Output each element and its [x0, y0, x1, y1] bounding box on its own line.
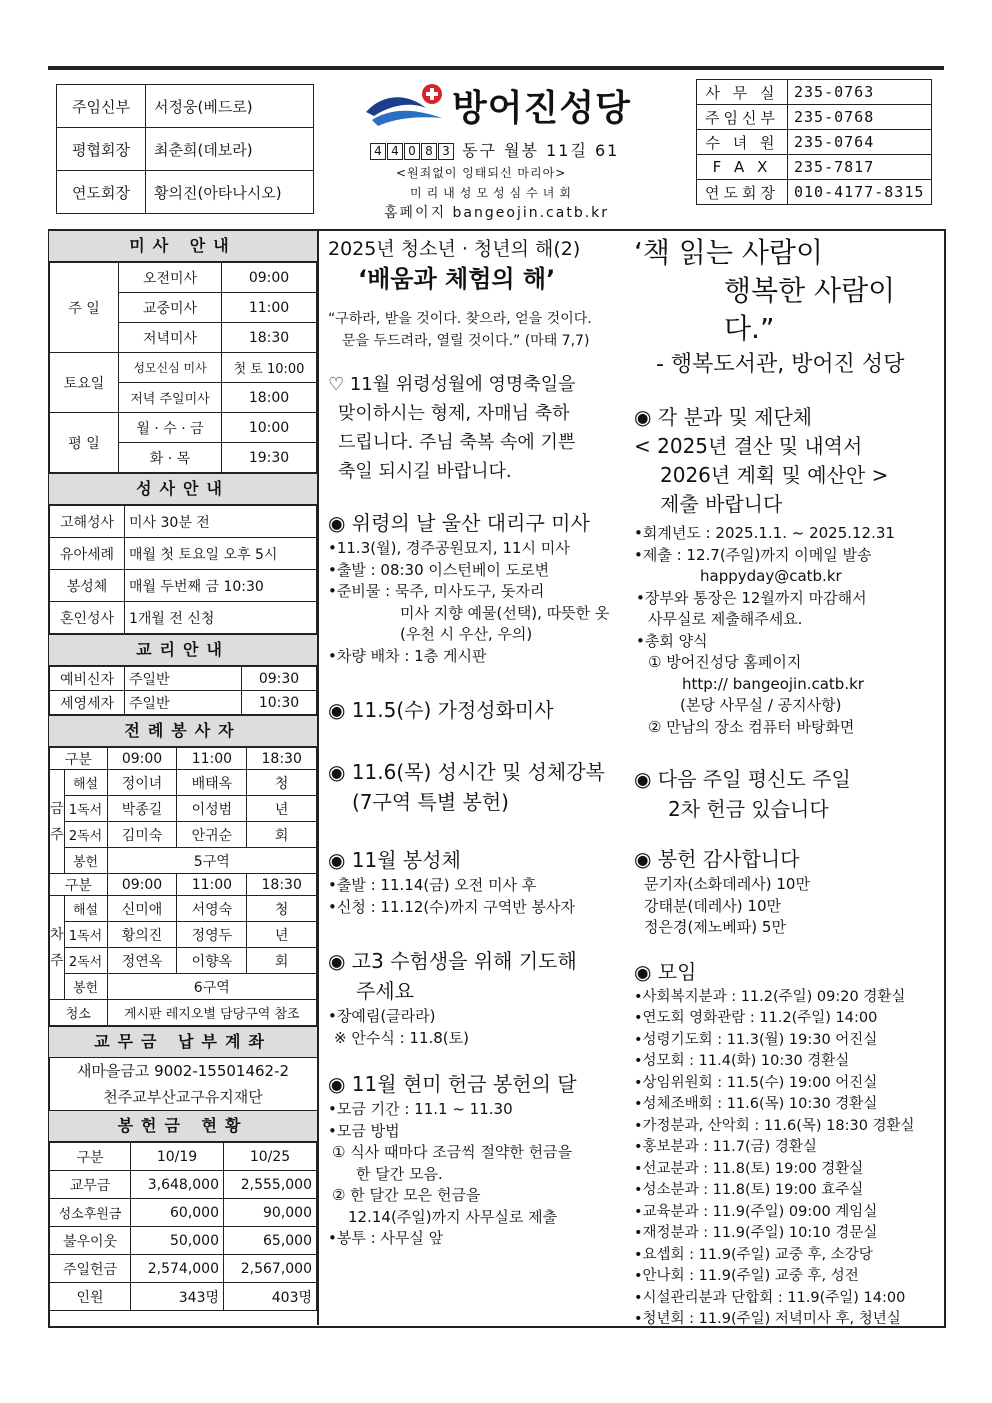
- feast-greeting: [328, 370, 628, 486]
- section-body: •장예림(글라라) ※ 안수식 : 11.8(토): [328, 1007, 469, 1047]
- liturgy-person: 정이녀: [107, 770, 177, 796]
- top-rule-2: [48, 68, 944, 70]
- mass-day: 토요일: [50, 353, 119, 413]
- offering-amount: 50,000: [131, 1227, 224, 1255]
- sacrament-info: 매월 첫 토요일 오후 5시: [125, 538, 317, 570]
- quote-line: “구하라, 받을 것이다. 찾으라, 얻을 것이다.: [328, 311, 592, 327]
- doctrine-name: 세영세자: [50, 691, 125, 715]
- liturgy-role: 봉헌: [64, 974, 107, 1000]
- postal-digit: 4: [370, 143, 386, 160]
- sacrament-name: 고해성사: [50, 506, 125, 538]
- mass-day: 주 일: [50, 263, 119, 353]
- mass-time: 18:00: [222, 383, 317, 413]
- doctrine-title: 교리안내: [49, 634, 317, 666]
- greeting-line: 맞이하시는 형제, 자매님 축하: [338, 403, 570, 424]
- year-theme: 2025년 청소년 · 청년의 해(2): [328, 238, 581, 260]
- liturgy-person: 김미숙: [107, 822, 177, 848]
- liturgy-person: 년: [247, 922, 317, 948]
- section-title: ◉ 각 분과 및 제단체: [634, 405, 813, 429]
- doctrine-class: 주일반: [125, 691, 242, 715]
- column-right: [634, 234, 938, 1331]
- year-subtheme: ‘배움과 체험의 해’: [358, 265, 556, 293]
- liturgy-person: 정연옥: [107, 948, 177, 974]
- liturgy-person: 배태옥: [177, 770, 247, 796]
- liturgy-person: 서영숙: [177, 896, 247, 922]
- liturgy-role: 해설: [64, 770, 107, 796]
- quote-line: 문을 두드려라, 열릴 것이다.” (마태 7,7): [342, 333, 590, 349]
- section-title: ◉ 11월 봉성체: [328, 848, 461, 872]
- donor-list: 문기자(소화데레사) 10만 강태분(데레사) 10만 정은경(제노베파) 5만: [644, 875, 810, 936]
- sacrament-info: 미사 30분 전: [125, 506, 317, 538]
- mass-day: 평 일: [50, 413, 119, 473]
- sacrament-info: 매월 두번째 금 10:30: [125, 570, 317, 602]
- liturgy-person: 황의진: [107, 922, 177, 948]
- mass-title: 미사 안내: [49, 231, 317, 262]
- mass-name: 월 · 수 · 금: [119, 413, 222, 443]
- week-label: 금 주: [50, 770, 65, 874]
- contact-number: 235-7817: [788, 155, 932, 180]
- cleaning-info: 게시판 레지오별 담당구역 참조: [107, 1000, 316, 1026]
- offering-type: 인원: [50, 1283, 131, 1311]
- liturgy-role: 1독서: [64, 922, 107, 948]
- section-title-cont: 주세요: [356, 979, 414, 1003]
- contact-label: 사 무 실: [697, 80, 788, 105]
- offering-table: [49, 1142, 317, 1311]
- liturgy-role: 2독서: [64, 948, 107, 974]
- offering-amount: 2,555,000: [224, 1171, 317, 1199]
- section-title: ◉ 위령의 날 울산 대리구 미사: [328, 511, 590, 535]
- liturgy-col-head: 구분: [50, 874, 108, 896]
- postal-digit: 4: [387, 143, 403, 160]
- section-title: ◉ 봉헌 감사합니다: [634, 847, 800, 871]
- sacrament-title: 성사안내: [49, 473, 317, 505]
- liturgy-role: 해설: [64, 896, 107, 922]
- mass-name: 교중미사: [119, 293, 222, 323]
- contact-number: 235-0768: [788, 105, 932, 130]
- offering-col-head: 10/19: [131, 1143, 224, 1171]
- liturgy-col-head: 11:00: [177, 748, 247, 770]
- contact-label: F A X: [697, 155, 788, 180]
- doctrine-name: 예비신자: [50, 667, 125, 691]
- postal-digit: 3: [438, 143, 454, 160]
- church-name: 방어진성당: [452, 88, 631, 129]
- liturgy-offer-zone: 6구역: [107, 974, 316, 1000]
- section-title-cont: 2차 헌금 있습니다: [668, 797, 829, 821]
- offering-amount: 2,574,000: [131, 1255, 224, 1283]
- library-name: - 행복도서관, 방어진 성당: [656, 352, 905, 377]
- section-body: •회계년도 : 2025.1.1. ~ 2025.12.31 •제출 : 12.7(주일)까지 이메일 발송 happyday@catb.kr •장부와 통장은 12월까지 마감해서 사무실로 제출해주세요. •총회 양식 ① 방어진성당 홈페이지 http:// bangeojin.catb.kr (본당 사무실 / 공지사항) ② 만남의 장소 컴퓨터 바탕화면: [634, 523, 938, 738]
- offering-amount: 343명: [131, 1283, 224, 1311]
- mass-name: 오전미사: [119, 263, 222, 293]
- offering-amount: 403명: [224, 1283, 317, 1311]
- liturgy-role: 1독서: [64, 796, 107, 822]
- offering-col-head: 구분: [50, 1143, 131, 1171]
- liturgy-person: 년: [247, 796, 317, 822]
- contact-table: [696, 79, 932, 205]
- offering-amount: 90,000: [224, 1199, 317, 1227]
- offering-amount: 3,648,000: [131, 1171, 224, 1199]
- liturgy-col-head: 11:00: [177, 874, 247, 896]
- offering-type: 성소후원금: [50, 1199, 131, 1227]
- role-name: 황의진(아타나시오): [146, 171, 314, 214]
- section-title: ◉ 11.6(목) 성시간 및 성체강복: [328, 760, 605, 784]
- postal-digit: 0: [404, 143, 420, 160]
- greeting-line: 축일 되시길 바랍니다.: [338, 461, 512, 482]
- offering-col-head: 10/25: [224, 1143, 317, 1171]
- role-label: 평협회장: [57, 128, 146, 171]
- contact-label: 수 녀 원: [697, 130, 788, 155]
- liturgy-col-head: 18:30: [247, 874, 317, 896]
- column-middle: [328, 236, 628, 1250]
- section-title: ◉ 11.5(수) 가정성화미사: [328, 698, 554, 722]
- address: [370, 138, 619, 161]
- role-name: 최춘희(데보라): [146, 128, 314, 171]
- homepage-url[interactable]: http:// bangeojin.catb.kr: [682, 674, 864, 693]
- contact-number: 010-4177-8315: [788, 180, 932, 205]
- doctrine-table: [49, 666, 317, 715]
- contact-number: 235-0763: [788, 80, 932, 105]
- liturgy-offer-zone: 5구역: [107, 848, 316, 874]
- liturgy-person: 청: [247, 770, 317, 796]
- offering-type: 교무금: [50, 1171, 131, 1199]
- section-body: •출발 : 11.14(금) 오전 미사 후 •신청 : 11.12(수)까지 구역반 봉사자: [328, 876, 576, 916]
- mass-time: 09:00: [222, 263, 317, 293]
- doctrine-time: 09:30: [242, 667, 317, 691]
- section-title: ◉ 11월 현미 헌금 봉헌의 달: [328, 1072, 577, 1096]
- contact-label: 주임신부: [697, 105, 788, 130]
- offering-type: 불우이웃: [50, 1227, 131, 1255]
- liturgy-person: 회: [247, 948, 317, 974]
- offering-title: 봉헌금 현황: [49, 1111, 317, 1142]
- account-title: 교무금 납부계좌: [49, 1026, 317, 1058]
- liturgy-person: 이향옥: [177, 948, 247, 974]
- section-title: ◉ 고3 수험생을 위해 기도해: [328, 949, 577, 973]
- liturgy-person: 회: [247, 822, 317, 848]
- section-body: •모금 기간 : 11.1 ~ 11.30 •모금 방법 ① 식사 때마다 조금씩 절약한 헌금을 한 달간 모음. ② 한 달간 모은 헌금을 12.14(주일)까지 사무실로 제출 •봉투 : 사무실 앞: [328, 1100, 573, 1247]
- role-name: 서정웅(베드로): [146, 85, 314, 128]
- account-info: [49, 1058, 317, 1111]
- sacrament-table: [49, 505, 317, 634]
- mass-time: 11:00: [222, 293, 317, 323]
- greeting-line: 드립니다. 주님 축복 속에 기쁜: [338, 432, 576, 453]
- mass-name: 저녁 주일미사: [119, 383, 222, 413]
- section-title: ◉ 모임: [634, 959, 697, 984]
- sacrament-name: 유아세례: [50, 538, 125, 570]
- account-number: 새마을금고 9002-15501462-2: [76, 1062, 290, 1080]
- section-title: ◉ 다음 주일 평신도 주일: [634, 767, 851, 791]
- clergy-table: [56, 84, 314, 214]
- scripture-quote: [328, 308, 628, 352]
- liturgy-col-head: 09:00: [107, 874, 177, 896]
- section-subtitle: < 2025년 결산 및 내역서 2026년 계획 및 예산안 > 제출 바랍니다: [634, 434, 889, 516]
- liturgy-role: 2독서: [64, 822, 107, 848]
- greeting-line: ♡ 11월 위령성월에 영명축일을: [328, 374, 576, 395]
- order-name: 미리내성모성심수녀회: [410, 186, 576, 200]
- sacrament-info: 1개월 전 신청: [125, 602, 317, 634]
- mass-name: 성모신심 미사: [119, 353, 222, 383]
- role-label: 연도회장: [57, 171, 146, 214]
- section-body: •11.3(월), 경주공원묘지, 11시 미사 •출발 : 08:30 이스턴베이 도로변 •준비물 : 묵주, 미사도구, 돗자리 미사 지향 예물(선택), 따뜻한 옷 (우천 시 우산, 우의) •차량 배차 : 1층 게시판: [328, 539, 610, 665]
- offering-amount: 65,000: [224, 1227, 317, 1255]
- liturgy-col-head: 09:00: [107, 748, 177, 770]
- mass-time: 18:30: [222, 323, 317, 353]
- liturgy-person: 청: [247, 896, 317, 922]
- offering-amount: 2,567,000: [224, 1255, 317, 1283]
- mass-time: 첫 토 10:00: [222, 353, 317, 383]
- week-label: 차 주: [50, 896, 65, 1000]
- offering-type: 주일헌금: [50, 1255, 131, 1283]
- liturgy-person: 안귀순: [177, 822, 247, 848]
- liturgy-role: 봉헌: [64, 848, 107, 874]
- liturgy-person: 이성범: [177, 796, 247, 822]
- mass-time: 10:00: [222, 413, 317, 443]
- doctrine-time: 10:30: [242, 691, 317, 715]
- liturgy-table: [49, 747, 317, 1026]
- mass-table: [49, 262, 317, 473]
- mass-time: 19:30: [222, 443, 317, 473]
- section-subtitle: (7구역 특별 봉헌): [352, 790, 509, 814]
- library-slogan-2: 행복한 사람이다.”: [724, 274, 896, 345]
- contact-label: 연도회장: [697, 180, 788, 205]
- mass-name: 저녁미사: [119, 323, 222, 353]
- sacrament-name: 봉성체: [50, 570, 125, 602]
- motto: <원죄없이 잉태되신 마리아>: [396, 166, 567, 180]
- homepage-link[interactable]: 홈페이지 bangeojin.catb.kr: [384, 205, 610, 221]
- sidebar: [49, 231, 319, 1325]
- meetings-list: •사회복지분과 : 11.2(주일) 09:20 경환실 •연도회 영화관람 : 11.2(주일) 14:00 •성령기도회 : 11.3(월) 19:30 어진실 •성모회 : 11.4(화) 10:30 경환실 •상임위원회 : 11.5(수) 19:00 어진실 •성체조배회 : 11.6(목) 10:30 경환실 •가정분과, 산악회 : 11.6(목) 18:30 경환실 •홍보분과 : 11.7(금) 경환실 •선교분과 : 11.8(토) 19:00 경환실 •성소분과 : 11.8(토) 19:00 효주실 •교육분과 : 11.9(주일) 09:00 계임실 •재정분과 : 11.9(주일) 10:10 경문실 •요셉회 : 11.9(주일) 교중 후, 소강당 •안나회 : 11.9(주일) 교중 후, 성전 •시설관리분과 단합회 : 11.9(주일) 14:00 •청년회 : 11.9(주일) 저녁미사 후, 청년실: [634, 988, 915, 1327]
- doctrine-class: 주일반: [125, 667, 242, 691]
- liturgy-person: 정영두: [177, 922, 247, 948]
- liturgy-title: 전례봉사자: [49, 715, 317, 747]
- account-holder: 천주교부산교구유지재단: [103, 1088, 263, 1106]
- liturgy-person: 박종길: [107, 796, 177, 822]
- contact-number: 235-0764: [788, 130, 932, 155]
- sacrament-name: 혼인성사: [50, 602, 125, 634]
- liturgy-col-head: 18:30: [247, 748, 317, 770]
- email-link[interactable]: happyday@catb.kr: [700, 567, 842, 585]
- mass-name: 화 · 목: [119, 443, 222, 473]
- offering-amount: 60,000: [131, 1199, 224, 1227]
- cleaning-label: 청소: [50, 1000, 108, 1026]
- postal-digit: 8: [421, 143, 437, 160]
- role-label: 주임신부: [57, 85, 146, 128]
- library-slogan: ‘책 읽는 사람이: [634, 236, 823, 269]
- liturgy-col-head: 구분: [50, 748, 108, 770]
- street-address: 동구 월봉 11길 61: [455, 141, 620, 160]
- liturgy-person: 신미애: [107, 896, 177, 922]
